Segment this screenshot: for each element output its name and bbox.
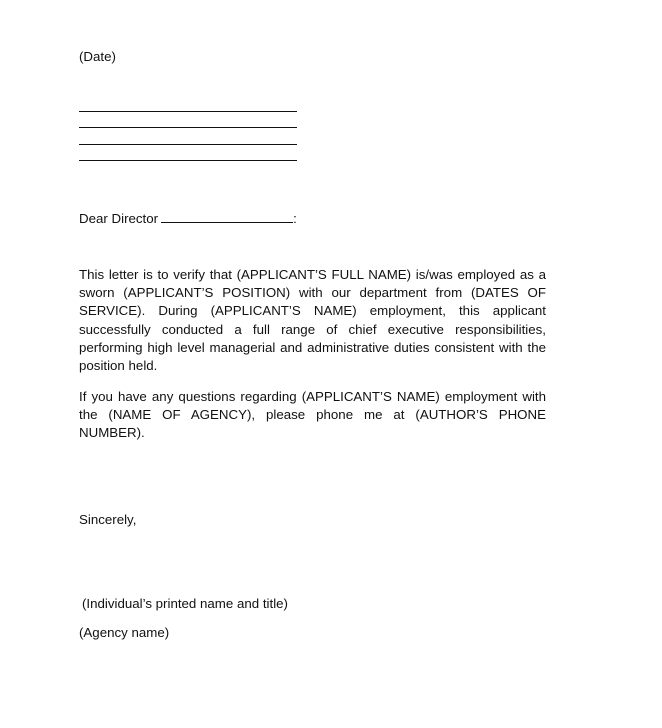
agency-name-placeholder: (Agency name) (79, 625, 170, 640)
address-line-1 (79, 111, 297, 112)
date-placeholder: (Date) (79, 49, 116, 64)
address-line-4 (79, 160, 297, 161)
salutation-text: Dear Director (79, 211, 159, 226)
salutation-blank (161, 209, 293, 223)
address-line-2 (79, 127, 297, 128)
closing: Sincerely, (79, 512, 137, 527)
salutation (79, 209, 297, 228)
address-line-3 (79, 144, 297, 145)
body-paragraph-2: If you have any questions regarding (APPLICANT’S NAME) employment with the (NAME OF AGENCY), please phone me at (AUTHOR’S PHONE NUMBER). (79, 389, 546, 441)
salutation-colon: : (293, 211, 297, 226)
body-paragraph-1: This letter is to verify that (APPLICANT’S FULL NAME) is/was employed as a sworn (APPLICANT’S POSITION) with our department from (DATES OF SERVICE). During (APPLICANT’S NAME) employment, this applicant successfully conducted a full range of chief executive responsibilities, performing high level managerial and administrative duties consistent with the position held. (79, 267, 546, 374)
printed-name-placeholder: (Individual’s printed name and title) (82, 596, 288, 611)
